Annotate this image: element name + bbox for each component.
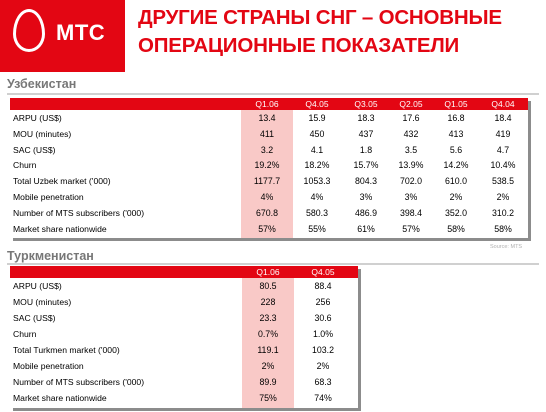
row-label: Total Turkmen market ('000): [13, 345, 120, 355]
table-cell: 13.9%: [398, 160, 424, 171]
row-label: Churn: [13, 160, 37, 171]
col-header: Q4.04: [491, 99, 515, 109]
table-cell: 3%: [404, 192, 418, 202]
col-header: Q3.05: [354, 99, 378, 109]
table-cell: 16.8: [447, 113, 465, 123]
table-cell: 10.4%: [490, 160, 516, 171]
uzbekistan-header: [10, 98, 528, 110]
page-title: ДРУГИЕ СТРАНЫ СНГ – ОСНОВНЫЕ ОПЕРАЦИОННЫЕ ПОКАЗАТЕЛИ: [138, 6, 502, 57]
row-label: ARPU (US$): [13, 281, 62, 291]
table-cell: 74%: [314, 393, 332, 403]
table-cell: 15.7%: [353, 160, 379, 171]
uzbekistan-title: Узбекистан: [7, 77, 77, 91]
table-cell: 55%: [308, 223, 326, 234]
source-note: Source: MTS: [490, 244, 523, 250]
table-cell: 58%: [494, 223, 512, 234]
table-cell: 702.0: [399, 176, 422, 187]
table-cell: 2%: [316, 361, 330, 371]
table-row: [10, 143, 528, 159]
row-label: Churn: [13, 329, 37, 339]
table-cell: 580.3: [305, 207, 328, 218]
table-row: [10, 359, 358, 375]
table-row: [10, 190, 528, 206]
table-cell: 411: [259, 128, 275, 139]
row-label: Number of MTS subscribers ('000): [13, 207, 145, 218]
table-cell: 419: [495, 128, 511, 139]
table-row: [10, 222, 528, 238]
table-cell: 228: [260, 297, 276, 307]
table-row: [10, 111, 528, 127]
table-row: [10, 343, 358, 359]
logo-text: МТС: [56, 20, 106, 45]
egg-icon: [13, 9, 45, 52]
table-cell: 15.9: [308, 113, 326, 123]
table-cell: 61%: [357, 223, 375, 234]
table-cell: 398.4: [399, 207, 422, 218]
table-cell: 3%: [359, 192, 373, 202]
table-cell: 18.2%: [304, 160, 330, 171]
table-row: [10, 158, 528, 174]
table-cell: 30.6: [314, 313, 332, 323]
table-cell: 432: [403, 128, 419, 139]
row-label: Market share nationwide: [13, 393, 107, 403]
row-label: SAC (US$): [13, 144, 56, 155]
col-header: Q4.05: [305, 99, 329, 109]
table-cell: 4.7: [496, 144, 510, 155]
table-cell: 3.2: [260, 144, 274, 155]
table-cell: 437: [358, 128, 374, 139]
row-label: MOU (minutes): [13, 128, 72, 139]
table-cell: 3.5: [404, 144, 418, 155]
uzbekistan-divider: [7, 93, 539, 95]
row-label: Mobile penetration: [13, 192, 84, 202]
table-cell: 18.4: [494, 113, 512, 123]
row-label: MOU (minutes): [13, 297, 72, 307]
col-header: Q1.06: [256, 267, 280, 277]
table-cell: 103.2: [311, 345, 334, 355]
table-row: [10, 327, 358, 343]
table-cell: 2%: [496, 192, 510, 202]
table-cell: 413: [448, 128, 464, 139]
table-cell: 75%: [259, 393, 277, 403]
table-cell: 19.2%: [254, 160, 280, 171]
col-header: Q1.05: [444, 99, 468, 109]
table-row: [10, 391, 358, 407]
turkmenistan-title: Туркменистан: [7, 249, 94, 263]
table-row: [10, 311, 358, 327]
turkmenistan-table: [10, 266, 358, 408]
table-cell: 486.9: [354, 207, 377, 218]
row-label: Mobile penetration: [13, 361, 84, 371]
table-cell: 13.4: [258, 113, 276, 123]
table-cell: 23.3: [259, 313, 277, 323]
table-cell: 352.0: [444, 207, 467, 218]
uzbekistan-table: [10, 98, 528, 238]
table-cell: 2%: [261, 361, 275, 371]
table-row: [10, 295, 358, 311]
row-label: ARPU (US$): [13, 113, 62, 123]
table-cell: 310.2: [491, 207, 514, 218]
col-header: Q1.06: [255, 99, 279, 109]
table-cell: 1.8: [359, 144, 373, 155]
table-cell: 610.0: [444, 176, 467, 187]
table-cell: 4.1: [310, 144, 324, 155]
table-cell: 1177.7: [253, 176, 281, 187]
table-cell: 17.6: [402, 113, 420, 123]
col-header: Q2.05: [399, 99, 423, 109]
row-label: SAC (US$): [13, 313, 56, 323]
table-row: [10, 375, 358, 391]
table-row: [10, 206, 528, 222]
table-cell: 0.7%: [257, 329, 279, 339]
table-cell: 80.5: [259, 281, 277, 291]
table-cell: 4%: [310, 192, 324, 202]
table-cell: 18.3: [357, 113, 375, 123]
table-cell: 450: [309, 128, 325, 139]
table-cell: 14.2%: [443, 160, 469, 171]
table-cell: 57%: [258, 223, 276, 234]
table-cell: 57%: [402, 223, 420, 234]
row-label: Number of MTS subscribers ('000): [13, 377, 145, 387]
table-cell: 88.4: [314, 281, 332, 291]
table-row: [10, 174, 528, 190]
col-header: Q4.05: [311, 267, 335, 277]
row-label: Market share nationwide: [13, 223, 107, 234]
table-cell: 89.9: [259, 377, 277, 387]
table-cell: 58%: [447, 223, 465, 234]
table-row: [10, 279, 358, 295]
table-cell: 1053.3: [303, 176, 331, 187]
table-cell: 2%: [449, 192, 463, 202]
turkmenistan-header: [10, 266, 358, 278]
table-cell: 68.3: [314, 377, 332, 387]
table-cell: 4%: [260, 192, 274, 202]
table-cell: 1.0%: [312, 329, 334, 339]
table-cell: 119.1: [257, 345, 279, 355]
table-cell: 5.6: [449, 144, 463, 155]
table-cell: 670.8: [255, 207, 278, 218]
table-cell: 804.3: [354, 176, 377, 187]
table-cell: 538.5: [491, 176, 514, 187]
table-row: [10, 127, 528, 143]
table-cell: 256: [315, 297, 331, 307]
row-label: Total Uzbek market ('000): [13, 176, 111, 187]
mts-logo: [0, 0, 125, 72]
turkmenistan-divider: [7, 263, 539, 265]
